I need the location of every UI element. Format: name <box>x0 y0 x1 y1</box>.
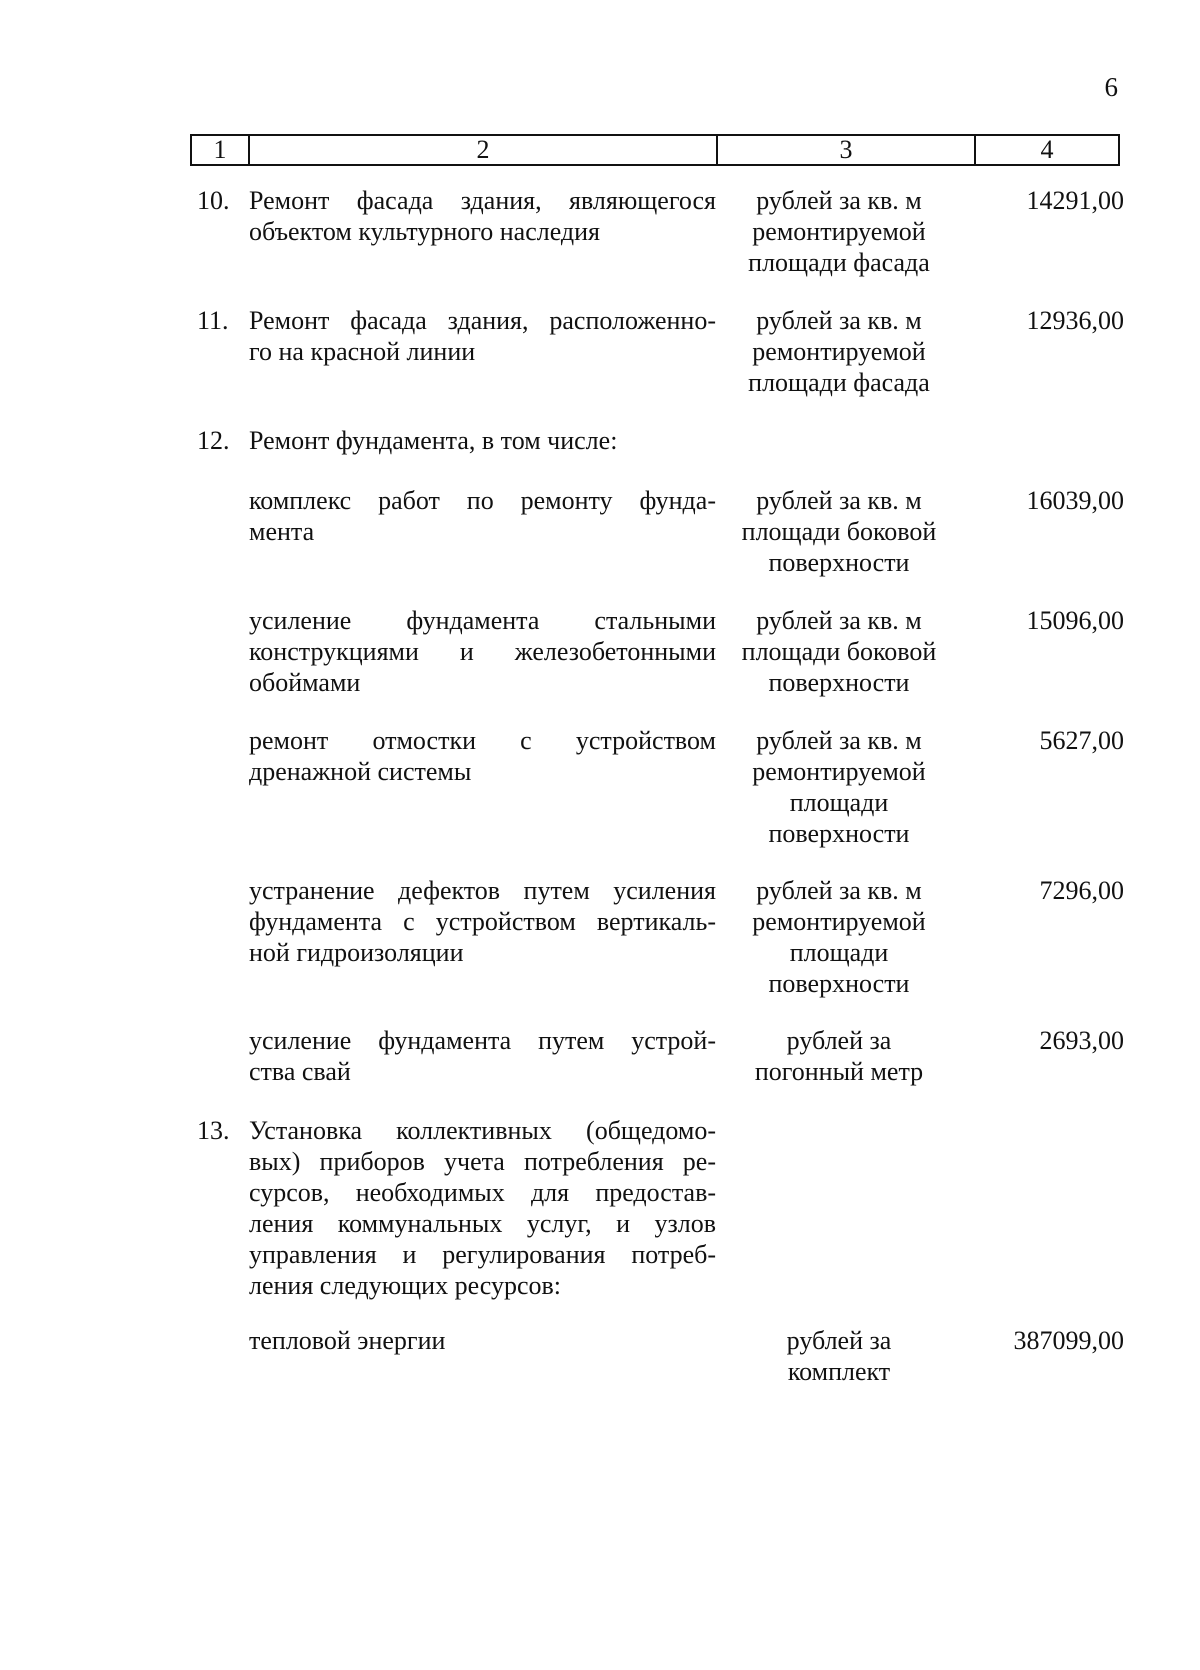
unit-line: рублей за <box>786 1326 892 1355</box>
row-description <box>249 485 716 547</box>
row-value: 14291,00 <box>1026 186 1124 215</box>
unit-line: площади фасада <box>748 368 930 397</box>
row-value: 12936,00 <box>1026 306 1124 335</box>
row-unit <box>716 605 962 698</box>
description-line: ремонт отмостки с устройством <box>249 726 716 755</box>
description-line: дренажной системы <box>249 757 472 786</box>
unit-line: рублей за кв. м <box>756 486 922 515</box>
unit-line: поверхности <box>768 668 910 697</box>
unit-line: поверхности <box>768 819 910 848</box>
row-unit <box>716 1025 962 1087</box>
row-value: 2693,00 <box>1039 1026 1124 1055</box>
unit-line: ремонтируемой <box>752 337 926 366</box>
description-line: мента <box>249 517 315 546</box>
unit-line: рублей за кв. м <box>756 876 922 905</box>
description-line: управления и регулирования потреб- <box>249 1240 716 1269</box>
row-value: 5627,00 <box>1039 726 1124 755</box>
description-line: ной гидроизоляции <box>249 938 464 967</box>
description-line: ства свай <box>249 1057 351 1086</box>
description-line: устранение дефектов путем усиления <box>249 876 716 905</box>
unit-line: ремонтируемой <box>752 217 926 246</box>
row-number: 10. <box>197 186 230 215</box>
row-description <box>249 605 716 698</box>
unit-line: рублей за <box>786 1026 892 1055</box>
unit-line: ремонтируемой <box>752 757 926 786</box>
unit-line: поверхности <box>768 969 910 998</box>
row-unit <box>716 485 962 578</box>
page-number: 6 <box>1104 72 1118 102</box>
description-line: Ремонт фундамента, в том числе: <box>249 426 618 455</box>
row-description <box>249 425 716 456</box>
row-description <box>249 1115 716 1301</box>
header-cell-1: 1 <box>192 136 250 164</box>
unit-line: ремонтируемой <box>752 907 926 936</box>
row-number: 13. <box>197 1116 230 1145</box>
unit-line: площади <box>789 788 889 817</box>
row-number: 12. <box>197 426 230 455</box>
header-cell-2: 2 <box>250 136 718 164</box>
row-unit <box>716 875 962 999</box>
description-line: вых) приборов учета потребления ре- <box>249 1147 716 1176</box>
row-unit <box>716 185 962 278</box>
unit-line: погонный метр <box>754 1057 924 1086</box>
description-line: усиление фундамента путем устрой- <box>249 1026 716 1055</box>
header-cell-4: 4 <box>1040 135 1054 164</box>
row-unit <box>716 1325 962 1387</box>
description-line: тепловой энергии <box>249 1326 446 1355</box>
row-value: 16039,00 <box>1026 486 1124 515</box>
description-line: фундамента с устройством вертикаль- <box>249 907 716 936</box>
unit-line: рублей за кв. м <box>756 606 922 635</box>
description-line: Ремонт фасада здания, являющегося <box>249 186 716 215</box>
row-value: 7296,00 <box>1039 876 1124 905</box>
table-header <box>190 134 1120 166</box>
unit-line: рублей за кв. м <box>756 306 922 335</box>
row-description <box>249 725 716 787</box>
description-line: комплекс работ по ремонту фунда- <box>249 486 716 515</box>
unit-line: площади <box>789 938 889 967</box>
row-value: 15096,00 <box>1026 606 1124 635</box>
row-description <box>249 1325 716 1356</box>
unit-line: поверхности <box>768 548 910 577</box>
row-unit <box>716 305 962 398</box>
description-line: Установка коллективных (общедомо- <box>249 1116 716 1145</box>
row-unit <box>716 725 962 849</box>
description-line: ления коммунальных услуг, и узлов <box>249 1209 716 1238</box>
unit-line: площади фасада <box>748 248 930 277</box>
description-line: конструкциями и железобетонными <box>249 637 716 666</box>
unit-line: рублей за кв. м <box>756 186 922 215</box>
unit-line: комплект <box>787 1357 891 1386</box>
unit-line: площади боковой <box>741 637 937 666</box>
description-line: усиление фундамента стальными <box>249 606 716 635</box>
row-description <box>249 1025 716 1087</box>
description-line: обоймами <box>249 668 361 697</box>
header-cell-3: 3 <box>718 136 976 164</box>
description-line: ления следующих ресурсов: <box>249 1271 562 1300</box>
unit-line: рублей за кв. м <box>756 726 922 755</box>
description-line: объектом культурного наследия <box>249 217 601 246</box>
row-description <box>249 875 716 968</box>
row-number: 11. <box>197 306 229 335</box>
row-description <box>249 305 716 367</box>
unit-line: площади боковой <box>741 517 937 546</box>
description-line: сурсов, необходимых для предостав- <box>249 1178 716 1207</box>
row-value: 387099,00 <box>1013 1326 1124 1355</box>
description-line: Ремонт фасада здания, расположенно- <box>249 306 716 335</box>
description-line: го на красной линии <box>249 337 476 366</box>
row-description <box>249 185 716 247</box>
